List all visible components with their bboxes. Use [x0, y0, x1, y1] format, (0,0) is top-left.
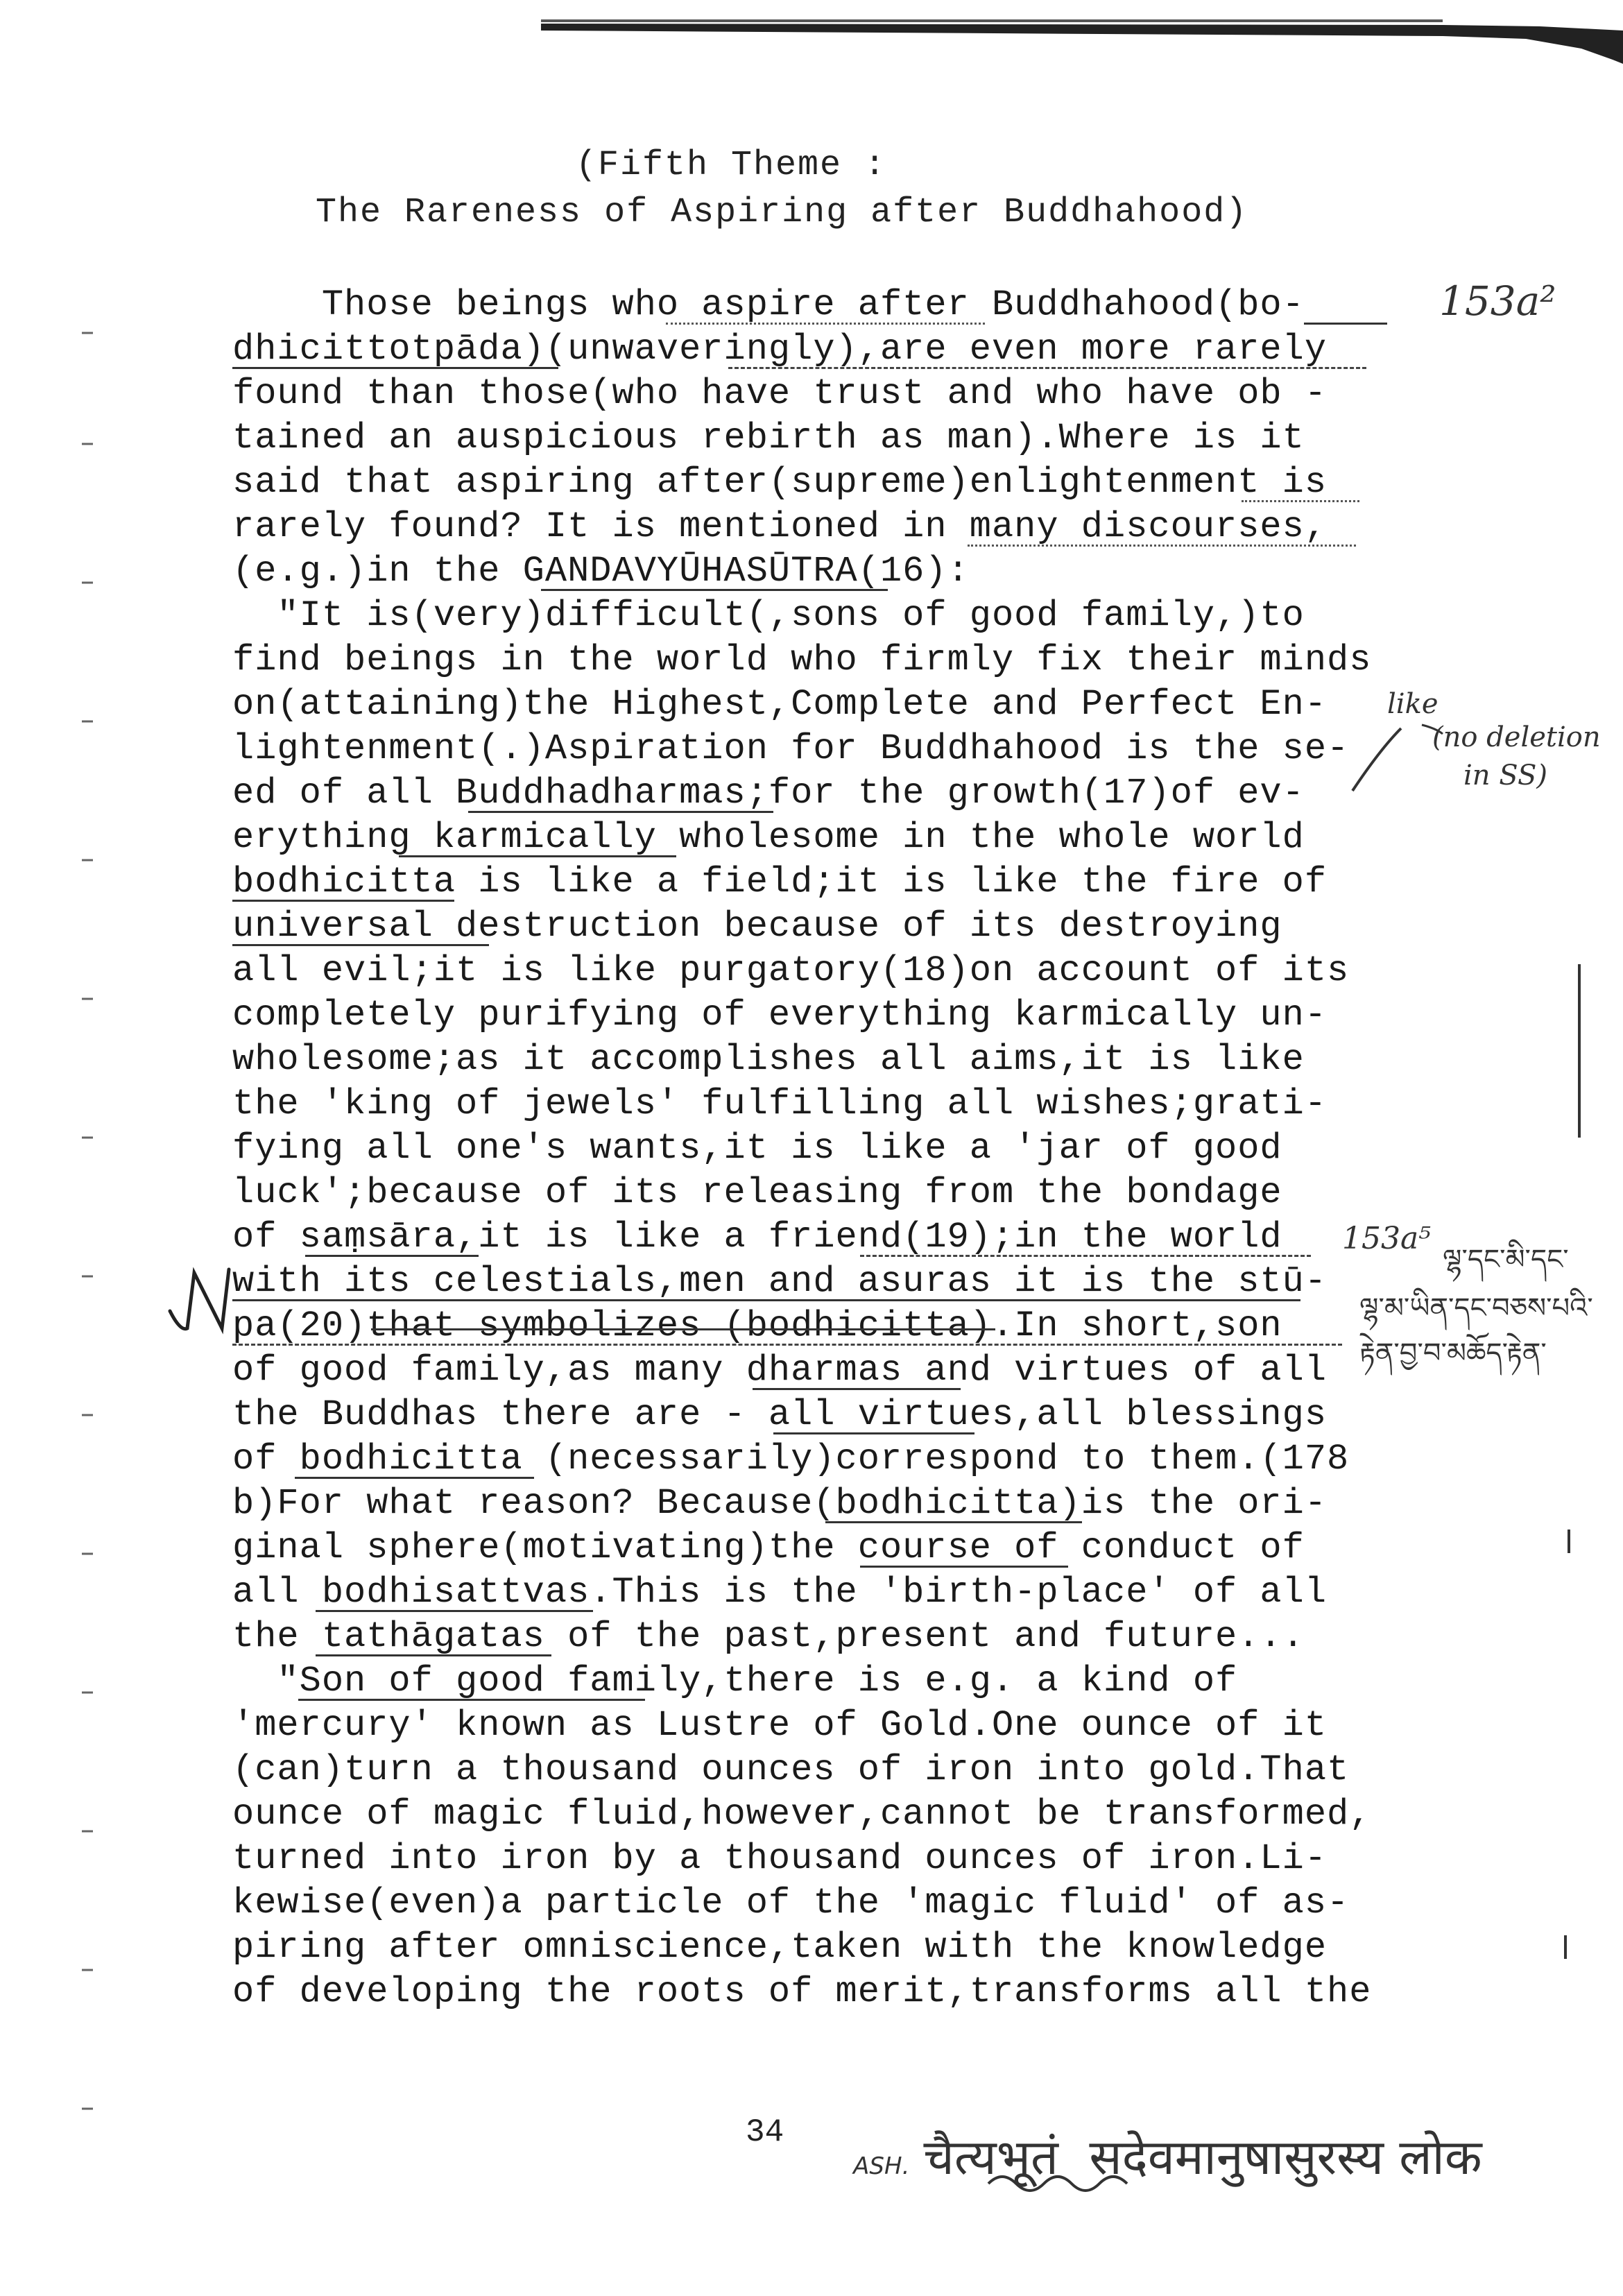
margin-tibetan-line-2: ལྷ་མ་ཡིན་དང་བཅས་པའི་: [1359, 1292, 1593, 1324]
body-line-20: fying all one's wants,it is like a 'jar of good: [232, 1128, 1282, 1169]
underline-in-the-world: [860, 1255, 1311, 1257]
margin-mark-short-1: [1568, 1530, 1570, 1553]
body-line-38: piring after omniscience,taken with the knowledge: [232, 1927, 1328, 1968]
theme-heading-line-1: (Fifth Theme :: [576, 146, 887, 185]
body-line-26: the Buddhas there are - all virtues,all blessings: [232, 1394, 1328, 1435]
body-line-36: turned into iron by a thousand ounces of iron.Li-: [232, 1838, 1328, 1879]
footnote-sanskrit: चैत्यभूतं सदेवमानुषासुरस्य लोक: [923, 2129, 1482, 2186]
margin-tibetan-line-1: ལྷ་དང་མི་དང་: [1443, 1244, 1569, 1276]
margin-note-no-deletion-2: in SS): [1463, 760, 1547, 791]
body-line-25: of good family,as many dharmas and virtues of all: [232, 1350, 1328, 1391]
left-margin-ticks: [82, 291, 96, 2234]
body-line-29: ginal sphere(motivating)the course of conduct of: [232, 1527, 1305, 1568]
body-line-17: completely purifying of everything karmically un-: [232, 995, 1328, 1036]
underline-celestials: [232, 1299, 1300, 1301]
body-line-39: of developing the roots of merit,transforms all the: [232, 1971, 1372, 2012]
body-line-12: ed of all Buddhadharmas;for the growth(17)of ev-: [232, 773, 1305, 814]
underline-enlightenment: [1242, 500, 1359, 502]
body-line-5: said that aspiring after(supreme)enlightenment is: [232, 462, 1328, 503]
theme-heading-line-2: The Rareness of Aspiring after Buddhahood): [316, 193, 1248, 232]
body-line-3: found than those(who have trust and who have ob -: [232, 373, 1328, 414]
underline-karmically: [399, 855, 676, 857]
underline-tathagatas: [316, 1654, 551, 1656]
underline-son-of-good: [298, 1699, 645, 1701]
body-line-9: find beings in the world who firmly fix their minds: [232, 640, 1372, 680]
body-line-14: bodhicitta is like a field;it is like the fire of: [232, 862, 1328, 902]
footnote-handwritten: [846, 2109, 1482, 2188]
body-line-21: luck';because of its releasing from the bondage: [232, 1172, 1282, 1213]
body-line-27: of bodhicitta (necessarily)correspond to them.(178: [232, 1439, 1350, 1480]
body-line-34: (can)turn a thousand ounces of iron into gold.That: [232, 1749, 1350, 1790]
body-line-2: dhicittotpāda)(unwaveringly),are even more rarely: [232, 329, 1328, 370]
body-line-35: ounce of magic fluid,however,cannot be transformed,: [232, 1794, 1372, 1835]
underline-all-virtues: [773, 1432, 974, 1434]
body-line-13: erything karmically wholesome in the whole world: [232, 817, 1305, 858]
margin-mark-short-2: [1564, 1935, 1567, 1959]
margin-ref-153a5: 153a⁵: [1342, 1221, 1431, 1256]
body-line-23: with its celestials,men and asuras it is the stū-: [232, 1261, 1328, 1302]
footnote-abbreviation: ASH.: [853, 2152, 910, 2180]
body-line-22: of saṃsāra,it is like a friend(19);in the world: [232, 1217, 1282, 1258]
margin-vertical-bar: [1578, 964, 1581, 1138]
underline-bodhicitta-3: [825, 1521, 1082, 1523]
body-line-33: 'mercury' known as Lustre of Gold.One ounce of it: [232, 1705, 1328, 1746]
body-line-28: b)For what reason? Because(bodhicitta)is the ori-: [232, 1483, 1328, 1524]
body-line-6: rarely found? It is mentioned in many discourses,: [232, 506, 1328, 547]
underline-buddhadharmas: [468, 811, 773, 813]
body-line-37: kewise(even)a particle of the 'magic fluid' of as-: [232, 1883, 1350, 1924]
underline-bodhisattvas: [316, 1610, 593, 1612]
body-line-11: lightenment(.)Aspiration for Buddhahood is the se-: [232, 728, 1350, 769]
margin-note-no-deletion-1: (no deletion: [1432, 721, 1601, 753]
body-line-19: the 'king of jewels' fulfilling all wishes;grati-: [232, 1083, 1328, 1124]
body-line-8: "It is(very)difficult(,sons of good family,)to: [232, 595, 1305, 636]
underline-aspire: [666, 323, 985, 325]
underline-bodhicittotpada-2: [232, 367, 558, 369]
body-line-32: "Son of good family,there is e.g. a kind of: [232, 1661, 1238, 1702]
footnote-squiggle: [985, 2170, 1137, 2198]
body-line-10: on(attaining)the Highest,Complete and Perfect En-: [232, 684, 1328, 725]
page-number: 34: [746, 2114, 784, 2150]
underline-rarely: [728, 367, 1366, 369]
body-line-16: all evil;it is like purgatory(18)on account of its: [232, 950, 1350, 991]
underline-discourses: [968, 545, 1356, 547]
body-line-24: pa(20)that symbolizes (bodhicitta).In short,son: [232, 1305, 1282, 1346]
underline-samsara: [305, 1255, 479, 1257]
n-insert-icon: [163, 1262, 246, 1339]
body-line-18: wholesome;as it accomplishes all aims,it is like: [232, 1039, 1305, 1080]
margin-tibetan-line-3: རྟེན་བྱ་བ་མཆོད་རྟེན་: [1359, 1337, 1547, 1369]
underline-bodhicitta-1: [232, 900, 454, 902]
underline-universal: [232, 944, 489, 946]
underline-stupa: [232, 1344, 1342, 1346]
body-line-4: tained an auspicious rebirth as man).Where is it: [232, 418, 1305, 459]
underline-course-of: [860, 1566, 1068, 1568]
margin-ref-153a2: 153a²: [1439, 277, 1556, 325]
underline-dharmas: [753, 1388, 961, 1390]
underline-bodhicitta-2: [295, 1477, 534, 1479]
body-line-1: Those beings who aspire after Buddhahood(bo-: [232, 284, 1305, 325]
body-line-15: universal destruction because of its destroying: [232, 906, 1282, 947]
body-line-7: (e.g.)in the GANDAVYŪHASŪTRA(16):: [232, 551, 970, 592]
underline-gandavyuhasutra: [541, 589, 888, 591]
strikethrough-symbolizes: [371, 1328, 995, 1330]
body-line-31: the tathāgatas of the past,present and future...: [232, 1616, 1305, 1657]
underline-bodhicittotpada: [1304, 323, 1387, 325]
scan-edge-artifact: [541, 15, 1623, 64]
margin-note-like: like: [1387, 688, 1439, 720]
body-line-30: all bodhisattvas.This is the 'birth-place' of all: [232, 1572, 1328, 1613]
